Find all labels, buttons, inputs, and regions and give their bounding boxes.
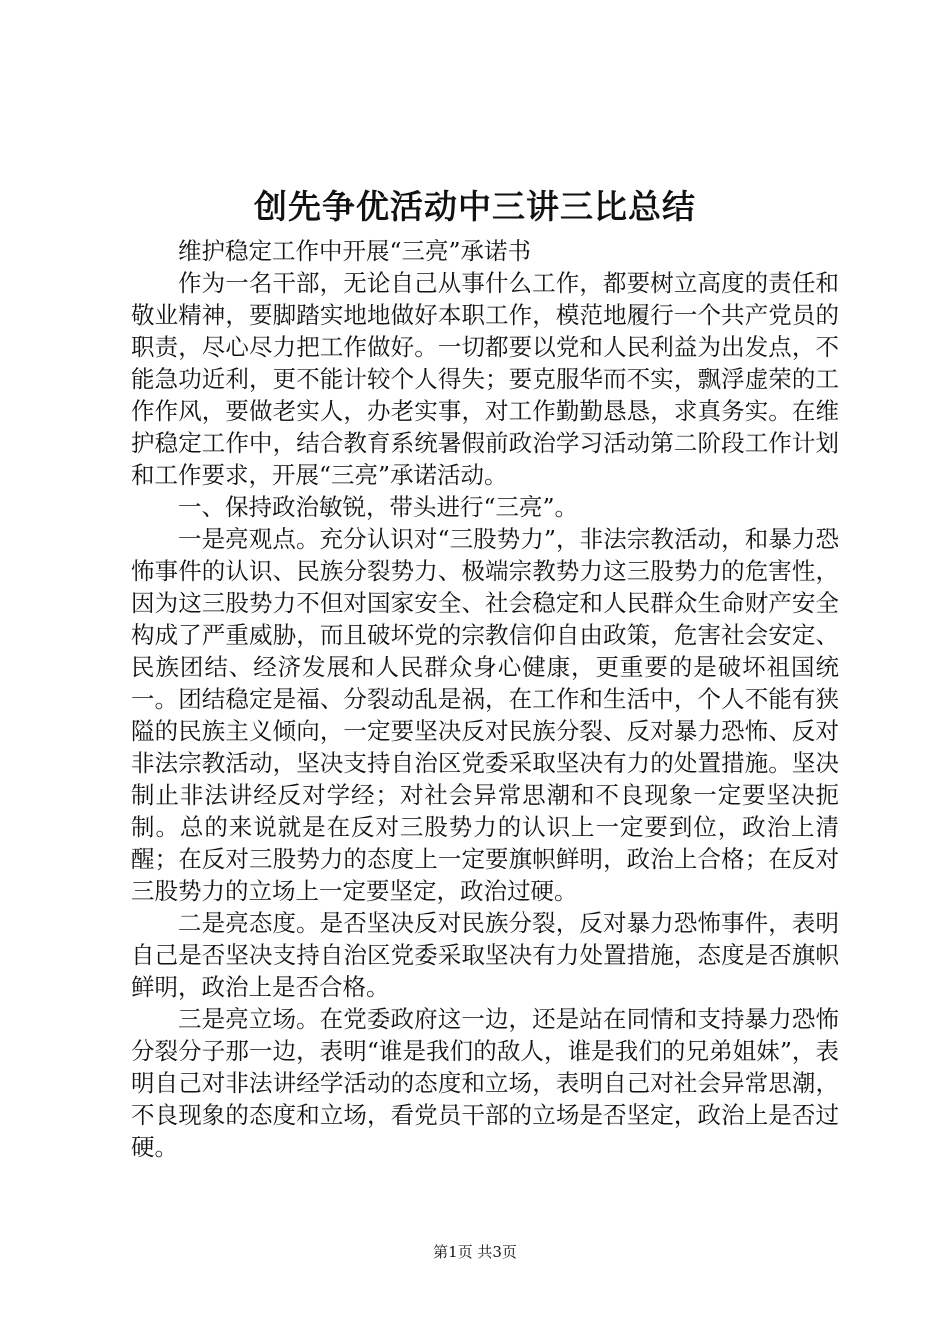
paragraph-viewpoint: 一是亮观点。充分认识对“三股势力”，非法宗教活动，和暴力恐怖事件的认识、民族分裂势力、极端宗教势力这三股势力的危害性，因为这三股势力不但对国家安全、社会稳定和人民群众生命财产安全构成了严重威胁，而且破坏党的宗教信仰自由政策，危害社会安定、民族团结、经济发展和人民群众身心健康，更重要的是破坏祖国统一。团结稳定是福、分裂动乱是祸，在工作和生活中，个人不能有狭隘的民族主义倾向，一定要坚决反对民族分裂、反对暴力恐怖、反对非法宗教活动，坚决支持自治区党委采取坚决有力的处置措施。坚决制止非法讲经反对学经；对社会异常思潮和不良现象一定要坚决扼制。总的来说就是在反对三股势力的认识上一定要到位，政治上清醒；在反对三股势力的态度上一定要旗帜鲜明，政治上合格；在反对三股势力的立场上一定要坚定，政治过硬。 <box>131 525 839 905</box>
page-footer: 第1页 共3页 <box>433 1243 517 1261</box>
paragraph-stance: 三是亮立场。在党委政府这一边，还是站在同情和支持暴力恐怖分裂分子那一边，表明“谁是我们的敌人，谁是我们的兄弟姐妹”，表明自己对非法讲经学活动的态度和立场，表明自己对社会异常思潮，不良现象的态度和立场，看党员干部的立场是否坚定，政治上是否过硬。 <box>131 1005 839 1161</box>
paragraph-intro: 作为一名干部，无论自己从事什么工作，都要树立高度的责任和敬业精神，要脚踏实地地做好本职工作，模范地履行一个共产党员的职责，尽心尽力把工作做好。一切都要以党和人民利益为出发点，不能急功近利，更不能计较个人得失；要克服华而不实，飘浮虚荣的工作作风，要做老实人，办老实事，对工作勤勤恳恳，求真务实。在维护稳定工作中，结合教育系统暑假前政治学习活动第二阶段工作计划和工作要求，开展“三亮”承诺活动。 <box>131 269 839 489</box>
paragraph-section-heading: 一、保持政治敏锐，带头进行“三亮”。 <box>178 493 579 521</box>
document-body <box>131 235 839 1163</box>
paragraph-attitude: 二是亮态度。是否坚决反对民族分裂，反对暴力恐怖事件，表明自己是否坚决支持自治区党委采取坚决有力处置措施，态度是否旗帜鲜明，政治上是否合格。 <box>131 909 839 1001</box>
document-title: 创先争优活动中三讲三比总结 <box>254 187 696 226</box>
paragraph-subtitle: 维护稳定工作中开展“三亮”承诺书 <box>178 237 532 265</box>
